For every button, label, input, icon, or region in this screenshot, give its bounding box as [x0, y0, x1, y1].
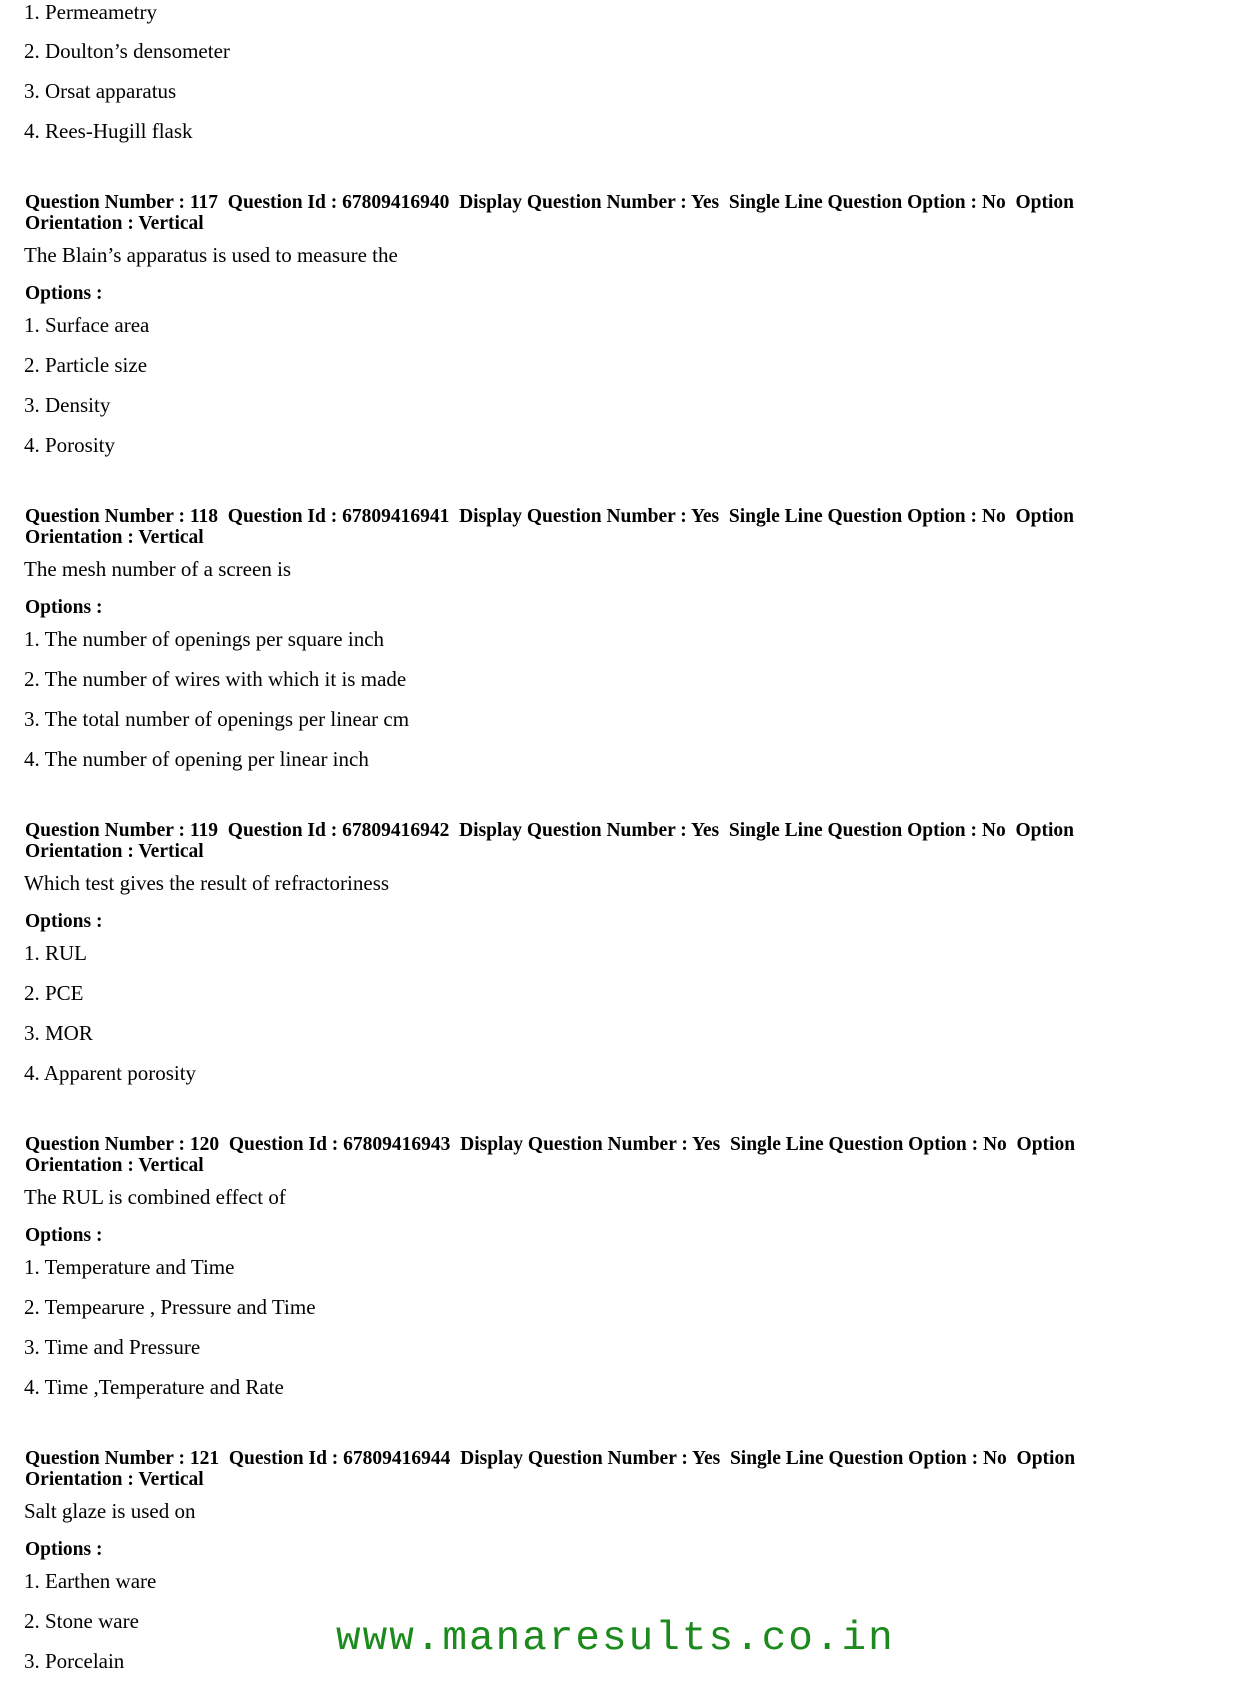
question-118-option-4: 4. The number of opening per linear inch [24, 747, 369, 771]
question-119-text: Which test gives the result of refractoriness [24, 871, 390, 895]
options-label: Options : [25, 283, 103, 304]
question-120-option-4: 4. Time ,Temperature and Rate [24, 1375, 284, 1399]
question-121-meta [25, 1448, 1215, 1490]
question-meta-line-1: Question Number : 119 Question Id : 67809416942 Display Question Number : Yes Single Line Question Option : No Option [25, 820, 1074, 841]
question-120-meta [25, 1134, 1215, 1176]
question-117-option-4: 4. Porosity [24, 433, 116, 457]
prev-option-3: 3. Orsat apparatus [24, 79, 177, 103]
question-117-option-1: 1. Surface area [24, 313, 150, 337]
question-119-option-3: 3. MOR [24, 1021, 93, 1045]
question-119-option-4: 4. Apparent porosity [24, 1061, 197, 1085]
question-119-option-1: 1. RUL [24, 941, 87, 965]
question-118-option-2: 2. The number of wires with which it is made [24, 667, 407, 691]
question-121-option-3: 3. Porcelain [24, 1649, 125, 1673]
question-120-option-1: 1. Temperature and Time [24, 1255, 235, 1279]
question-meta-line-1: Question Number : 117 Question Id : 67809416940 Display Question Number : Yes Single Line Question Option : No Option [25, 192, 1074, 213]
watermark-url: www.manaresults.co.in [336, 1616, 895, 1662]
question-118-meta [25, 506, 1215, 548]
options-label: Options : [25, 597, 103, 618]
question-meta-line-1: Question Number : 121 Question Id : 67809416944 Display Question Number : Yes Single Line Question Option : No Option [25, 1448, 1076, 1469]
question-120-option-3: 3. Time and Pressure [24, 1335, 201, 1359]
question-120-option-2: 2. Tempearure , Pressure and Time [24, 1295, 316, 1319]
question-118-option-3: 3. The total number of openings per linear cm [24, 707, 410, 731]
question-meta-line-2: Orientation : Vertical [25, 1155, 204, 1176]
options-label: Options : [25, 911, 103, 932]
question-meta-line-2: Orientation : Vertical [25, 1469, 204, 1490]
question-meta-line-1: Question Number : 118 Question Id : 67809416941 Display Question Number : Yes Single Line Question Option : No Option [25, 506, 1074, 527]
question-meta-line-2: Orientation : Vertical [25, 527, 204, 548]
question-120-text: The RUL is combined effect of [24, 1185, 286, 1209]
options-label: Options : [25, 1539, 103, 1560]
question-117-meta [25, 192, 1215, 234]
question-118-text: The mesh number of a screen is [24, 557, 292, 581]
question-117-text: The Blain’s apparatus is used to measure the [24, 243, 398, 267]
question-meta-line-2: Orientation : Vertical [25, 213, 204, 234]
question-meta-line-1: Question Number : 120 Question Id : 67809416943 Display Question Number : Yes Single Line Question Option : No Option [25, 1134, 1076, 1155]
options-label: Options : [25, 1225, 103, 1246]
question-121-option-1: 1. Earthen ware [24, 1569, 157, 1593]
question-117-option-3: 3. Density [24, 393, 111, 417]
question-119-option-2: 2. PCE [24, 981, 84, 1005]
prev-option-2: 2. Doulton’s densometer [24, 39, 230, 63]
question-117-option-2: 2. Particle size [24, 353, 148, 377]
prev-option-4: 4. Rees-Hugill flask [24, 119, 193, 143]
question-119-meta [25, 820, 1215, 862]
question-118-option-1: 1. The number of openings per square inch [24, 627, 385, 651]
prev-option-1: 1. Permeametry [24, 0, 157, 24]
question-121-option-2: 2. Stone ware [24, 1609, 139, 1633]
question-121-text: Salt glaze is used on [24, 1499, 196, 1523]
question-meta-line-2: Orientation : Vertical [25, 841, 204, 862]
